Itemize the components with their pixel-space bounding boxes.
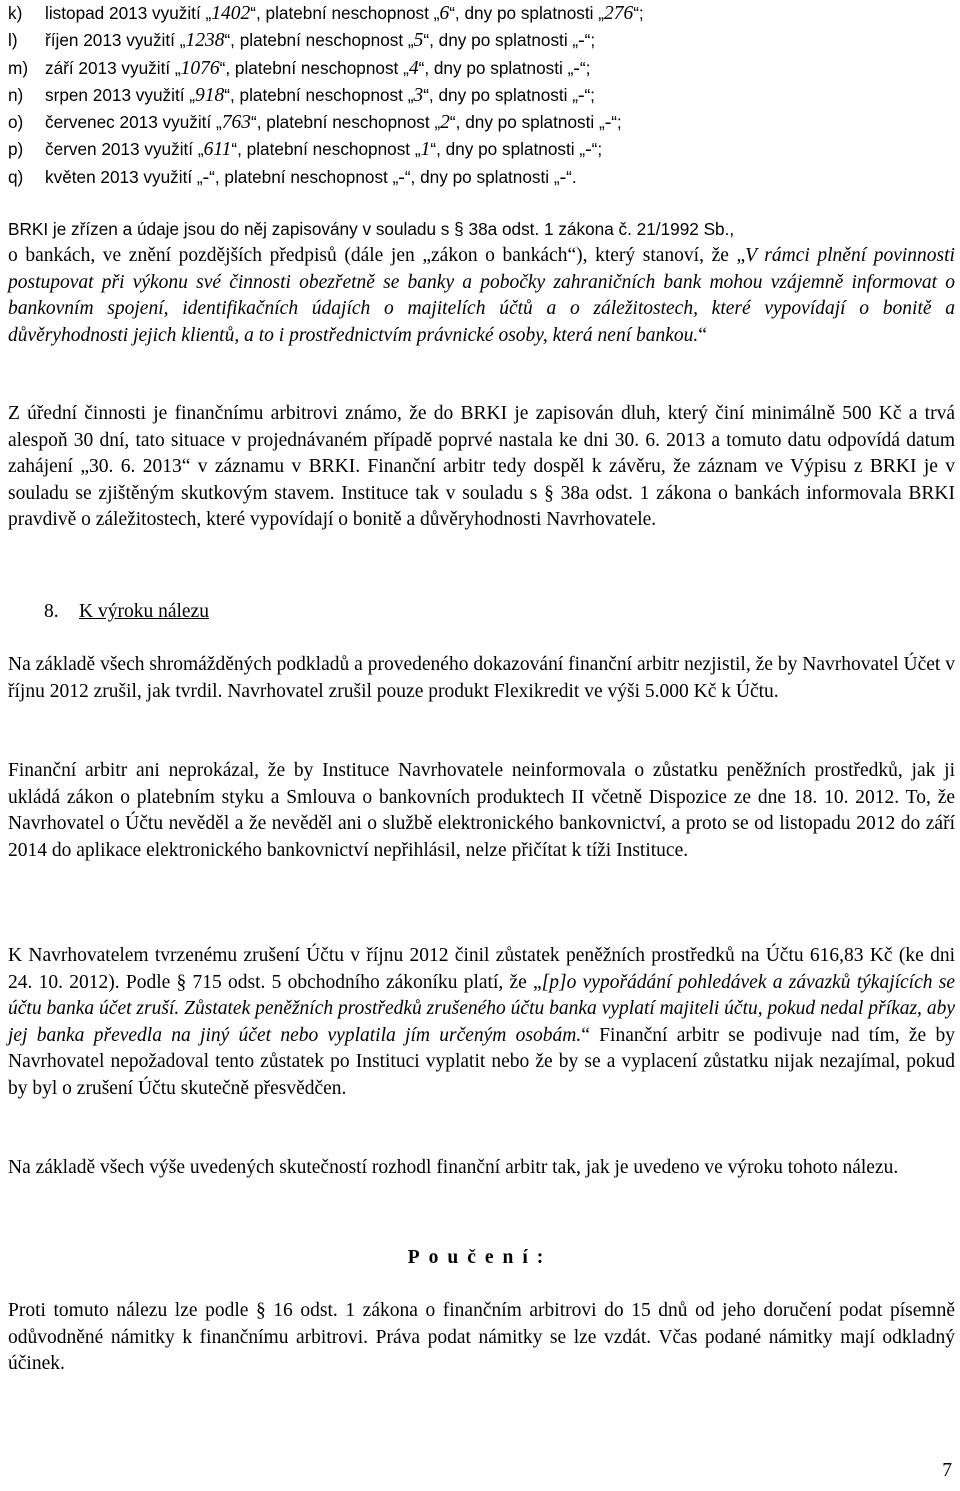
list-item-label: p) bbox=[8, 139, 24, 160]
list-item bbox=[8, 109, 955, 136]
utilization-value: - bbox=[202, 166, 210, 188]
page-number: 7 bbox=[942, 1460, 952, 1481]
utilization-value: 918 bbox=[195, 84, 225, 106]
paragraph-appeal: Proti tomuto nálezu lze podle § 16 odst. 1 zákona o finančním arbitrovi do 15 dnů od jeho doručení podat písemně odůvodněné námitky k finančnímu arbitrovi. Práva podat námitky se lze vzdát. Včas podané námitky mají odkladný účinek. bbox=[8, 1300, 955, 1374]
list-item-sep2: “, dny po splatnosti „ bbox=[423, 84, 578, 105]
list-item-end: “; bbox=[579, 57, 591, 78]
brki-quote-close: “ bbox=[698, 324, 707, 346]
list-item-sep1: “, platební neschopnost „ bbox=[250, 112, 441, 133]
list-item-end: “; bbox=[611, 112, 622, 133]
days-overdue-value: - bbox=[585, 139, 592, 161]
list-item-sep2: “, dny po splatnosti „ bbox=[449, 3, 604, 23]
balance-text-end: “ Finanční arbitr se podivuje nad tím, že by Navrhovatel nepožadoval tento zůstatek po Instituci vyplatit nebo že by se a vyplacení zůstatku nijak nezajímal, pokud by byl o zrušení Účtu skutečně přesvědčen. bbox=[8, 1024, 956, 1099]
list-item-month: srpen 2013 využití „ bbox=[45, 84, 195, 105]
list-item-label: l) bbox=[8, 30, 18, 51]
list-item-sep1: “, platební neschopnost „ bbox=[219, 57, 409, 78]
list-item-sep1: “, platební neschopnost „ bbox=[231, 139, 421, 160]
days-overdue-value: - bbox=[573, 57, 580, 79]
list-item bbox=[8, 0, 955, 27]
brki-intro-line: BRKI je zřízen a údaje jsou do něj zapisovány v souladu s § 38a odst. 1 zákona č. 21/1992 Sb., bbox=[8, 219, 735, 239]
list-item-text bbox=[45, 82, 595, 109]
days-overdue-value: - bbox=[604, 112, 612, 134]
list-item-sep1: “, platební neschopnost „ bbox=[250, 3, 440, 23]
list-item-sep1: “, platební neschopnost „ bbox=[224, 30, 414, 51]
days-overdue-value: - bbox=[578, 30, 585, 52]
list-item-label: q) bbox=[8, 166, 24, 187]
list-item-month: květen 2013 využití „ bbox=[45, 166, 203, 187]
list-item-month: říjen 2013 využití „ bbox=[45, 30, 186, 51]
insolvency-value: 2 bbox=[440, 112, 450, 134]
list-item bbox=[8, 82, 955, 109]
list-item-end: “; bbox=[584, 30, 596, 51]
balance-text-start: K Navrhovatelem tvrzenému zrušení Účtu v říjnu 2012 činil zůstatek peněžních prostředků na Účtu 616,83 Kč (ke dni 24. 10. 2012). Podle § 715 odst. 5 obchodního zákoníku platí, že „ bbox=[8, 945, 955, 993]
official-activity-paragraph: Z úřední činnosti je finančnímu arbitrovi známo, že do BRKI je zapisován dluh, který činí minimálně 500 Kč a trvá alespoň 30 dní, tato situace v projednávaném případě poprvé nastala ke dni 30. 6. 2013 a tomuto datu odpovídá datum zahájení „30. 6. 2013“ v záznamu v BRKI. Finanční arbitr tedy dospěl k závěru, že záznam ve Výpisu z BRKI je v souladu se zjištěným skutkovým stavem. Instituce tak v souladu s § 38a odst. 1 zákona o bankách informovala BRKI pravdivě o záležitostech, které vypovídají o bonitě a důvěryhodnosti Navrhovatele. bbox=[8, 403, 955, 530]
list-item-end: “. bbox=[566, 166, 577, 187]
list-item-sep2: “, dny po splatnosti „ bbox=[423, 30, 579, 51]
insolvency-value: 3 bbox=[413, 84, 424, 106]
list-item bbox=[8, 136, 955, 163]
list-item-text bbox=[45, 109, 622, 136]
list-item-month: září 2013 využití „ bbox=[45, 57, 181, 78]
list-item bbox=[8, 164, 955, 191]
list-item-label: o) bbox=[8, 112, 24, 133]
paragraph-account-balance bbox=[8, 943, 955, 1102]
section-heading bbox=[44, 599, 209, 626]
days-overdue-value: - bbox=[577, 84, 585, 106]
paragraph-not-proven: Finanční arbitr ani neprokázal, že by Instituce Navrhovatele neinformovala o zůstatku peněžních prostředků, jak ji ukládá zákon o platebním styku a Smlouva o bankovních produktech II včetně Dispozice ze dne 18. 10. 2012. To, že Navrhovatel o Účtu nevěděl a že nevěděl ani o službě elektronického bankovnictví, a proto se od listopadu 2012 do září 2014 do aplikace elektronického bankovnictví nepřihlásil, nelze přičítat k tíži Instituce. bbox=[8, 760, 955, 861]
list-item-month: listopad 2013 využití „ bbox=[45, 3, 212, 23]
list-item-end: “; bbox=[584, 84, 595, 105]
brki-paragraph-text: o bankách, ve znění pozdějších předpisů (dále jen „zákon o bankách“), který stanoví, že „ bbox=[8, 245, 746, 266]
utilization-value: 611 bbox=[203, 139, 232, 161]
section-number: 8. bbox=[44, 601, 59, 622]
list-item-text bbox=[45, 164, 577, 191]
list-item-label: n) bbox=[8, 84, 24, 105]
list-item bbox=[8, 55, 955, 82]
list-item-text bbox=[45, 55, 590, 82]
insolvency-value: - bbox=[398, 166, 405, 188]
paragraph-conclusion: Na základě všech shromážděných podkladů a provedeného dokazování finanční arbitr nezjistil, že by Navrhovatel Účet v říjnu 2012 zrušil, jak tvrdil. Navrhovatel zrušil pouze produkt Flexikredit ve výši 5.000 Kč k Účtu. bbox=[8, 654, 955, 702]
list-item-month: červen 2013 využití „ bbox=[45, 139, 204, 160]
credit-history-list bbox=[8, 0, 955, 191]
days-overdue-value: 276 bbox=[603, 3, 634, 24]
brki-law-quote: V rámci plnění povinnosti postupovat při výkonu své činnosti obezřetně se banky a pobočky zahraničních bank mohou vzájemně informovat o bankovním spojení, identifikačních údajích o majitelích účtů a o záležitostech, které vypovídají o bonitě a důvěryhodnosti jejich klientů, a to i prostřednictvím právnické osoby, která není bankou. bbox=[8, 245, 955, 346]
list-item-text bbox=[45, 0, 644, 27]
list-item-end: “; bbox=[633, 3, 644, 23]
utilization-value: 1238 bbox=[185, 30, 225, 52]
list-item-end: “; bbox=[591, 139, 603, 160]
instruction-heading: Poučení: bbox=[407, 1247, 553, 1268]
list-item-sep2: “, dny po splatnosti „ bbox=[404, 166, 560, 187]
list-item-sep2: “, dny po splatnosti „ bbox=[418, 57, 574, 78]
list-item-label: k) bbox=[8, 3, 23, 23]
list-item-month: červenec 2013 využití „ bbox=[45, 112, 222, 133]
utilization-value: 1402 bbox=[211, 3, 251, 24]
list-item-sep1: “, platební neschopnost „ bbox=[209, 166, 399, 187]
insolvency-value: 5 bbox=[413, 30, 424, 52]
insolvency-value: 6 bbox=[439, 3, 450, 24]
list-item-label: m) bbox=[8, 57, 29, 78]
brki-paragraph bbox=[8, 243, 955, 349]
list-item-sep1: “, platební neschopnost „ bbox=[224, 84, 414, 105]
list-item-sep2: “, dny po splatnosti „ bbox=[430, 139, 586, 160]
utilization-value: 1076 bbox=[180, 57, 220, 79]
list-item-text bbox=[45, 136, 602, 163]
insolvency-value: 1 bbox=[420, 139, 431, 161]
days-overdue-value: - bbox=[559, 166, 567, 188]
list-item-sep2: “, dny po splatnosti „ bbox=[449, 112, 605, 133]
insolvency-value: 4 bbox=[408, 57, 419, 79]
commercial-code-quote: [p]o vypořádání pohledávek a závazků týkajících se účtu banka účet zruší. Zůstatek peněžních prostředků zrušeného účtu banka vyplatí majiteli účtu, pokud nedal příkaz, aby jej banka převedla na jiný účet nebo vyplatila jím určeným osobám. bbox=[8, 971, 955, 1046]
section-title: K výroku nálezu bbox=[79, 601, 209, 622]
list-item-text bbox=[45, 27, 595, 54]
paragraph-decision: Na základě všech výše uvedených skutečností rozhodl finanční arbitr tak, jak je uvedeno ve výroku tohoto nálezu. bbox=[8, 1157, 899, 1178]
list-item bbox=[8, 27, 955, 54]
utilization-value: 763 bbox=[221, 112, 251, 134]
